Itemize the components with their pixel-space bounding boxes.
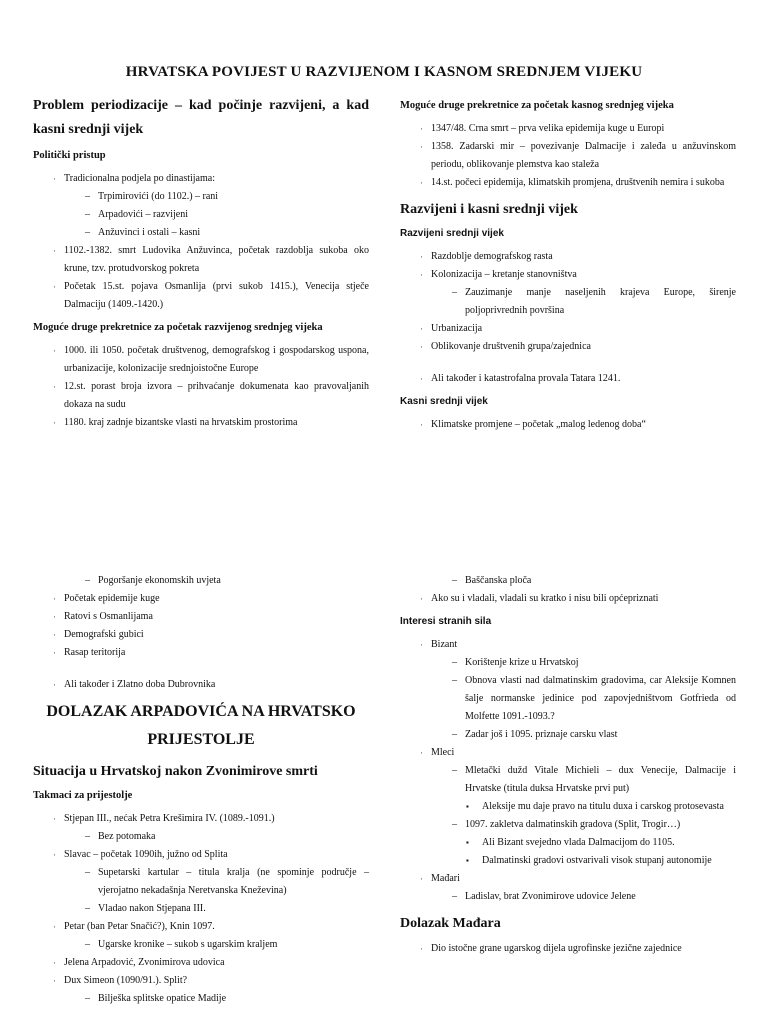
list-item: · Jelena Arpadović, Zvonimirova udovica [33,954,369,972]
list-subitem: – Obnova vlasti nad dalmatinskim gradovima, car Aleksije Komnen šalje normanske jedinice pod zapovjedništvom Gotfrieda od Molfette 1091.-1093.? [400,672,736,726]
list-subitem: – Vladao nakon Stjepana III. [33,900,369,918]
list-item: · Dio istočne grane ugarskog dijela ugrofinske jezične zajednice [400,940,736,958]
list-subitem: – Ugarske kronike – sukob s ugarskim kraljem [33,936,369,954]
list-subsubitem: ▪ Aleksije mu daje pravo na titulu duxa i carskog protosevasta [400,798,736,816]
list-item: · 1358. Zadarski mir – povezivanje Dalmacije i zaleđa u anžuvinskom periodu, oblikovanje plemstva kao staleža [400,138,736,174]
section-heading: Razvijeni i kasni srednji vijek [400,202,578,217]
list-subitem: – Zadar još i 1095. priznaje carsku vlast [400,726,736,744]
list-item: · Petar (ban Petar Snačić?), Knin 1097. [33,918,369,936]
list-subitem: – 1097. zakletva dalmatinskih gradova (Split, Trogir…) [400,816,736,834]
list-item: · Demografski gubici [33,626,369,644]
subheading-moguce-razvijenog: Moguće druge prekretnice za početak razvijenog srednjeg vijeka [33,322,323,333]
list-item: · Kolonizacija – kretanje stanovništva [400,266,736,284]
list-item: · 1000. ili 1050. početak društvenog, demografskog i gospodarskog uspona, urbanizacije, kolonizacije srednjoistočne Europe [33,342,369,378]
page-title: HRVATSKA POVIJEST U RAZVIJENOM I KASNOM SREDNJEM VIJEKU [125,64,643,80]
list-subitem: – Supetarski kartular – titula kralja (ne spominje područje – vjerojatno nekadašnja Neretvanska Kneževina) [33,864,369,900]
subheading-politicki: Politički pristup [33,150,106,161]
list-item: · Dux Simeon (1090/91.). Split? [33,972,369,990]
subheading-interesi: Interesi stranih sila [400,616,492,627]
list-item: · Ali također i Zlatno doba Dubrovnika [33,676,369,694]
list-subitem: – Pogoršanje ekonomskih uvjeta [33,572,369,590]
list-subitem: – Mletački dužd Vitale Michieli – dux Venecije, Dalmacije i Hrvatske (titula duksa Hrvatske prvi put) [400,762,736,798]
list-item: · Urbanizacija [400,320,736,338]
list-item: · Stjepan III., nećak Petra Krešimira IV. (1089.-1091.) [33,810,369,828]
list-item: · 1347/48. Crna smrt – prva velika epidemija kuge u Europi [400,120,736,138]
list-item: · Slavac – početak 1090ih, južno od Splita [33,846,369,864]
subheading-kasni: Kasni srednji vijek [400,396,488,407]
list-subitem: – Bez potomaka [33,828,369,846]
section-heading: Problem periodizacije – kad počinje razvijeni, a kad kasni srednji vijek [33,98,369,137]
list-subitem: – Zauzimanje manje naseljenih krajeva Europe, širenje poljoprivrednih površina [400,284,736,320]
list-item: · Ratovi s Osmanlijama [33,608,369,626]
section-heading: Situacija u Hrvatskoj nakon Zvonimirove smrti [33,764,318,779]
list-subsubitem: ▪ Ali Bizant svejedno vlada Dalmacijom do 1105. [400,834,736,852]
list-item: · Bizant [400,636,736,654]
bottom-right-column [400,572,736,958]
list-subitem: – Baščanska ploča [400,572,736,590]
list-item: · 14.st. počeci epidemija, klimatskih promjena, društvenih nemira i sukoba [400,174,736,192]
list-item: · Oblikovanje društvenih grupa/zajednica [400,338,736,356]
list-item: · Mađari [400,870,736,888]
bottom-left-column [33,572,369,1008]
subheading-moguce-kasnog: Moguće druge prekretnice za početak kasnog srednjeg vijeka [400,100,674,111]
list-item: · Početak epidemije kuge [33,590,369,608]
list-subitem: – Ladislav, brat Zvonimirove udovice Jelene [400,888,736,906]
section-heading: Dolazak Mađara [400,916,501,931]
subheading-takmaci: Takmaci za prijestolje [33,790,133,801]
list-subitem: – Korištenje krize u Hrvatskoj [400,654,736,672]
list-item: · Rasap teritorija [33,644,369,662]
list-item: · 1180. kraj zadnje bizantske vlasti na hrvatskim prostorima [33,414,369,432]
list-subitem: – Anžuvinci i ostali – kasni [33,224,369,242]
list-item: · Mleci [400,744,736,762]
list-item: · Početak 15.st. pojava Osmanlija (prvi sukob 1415.), Venecija stječe Dalmaciju (1409.-1420.) [33,278,369,314]
spacer [33,662,369,676]
list-subsubitem: ▪ Dalmatinski gradovi ostvarivali visok stupanj autonomije [400,852,736,870]
list-subitem: – Bilješka splitske opatice Madije [33,990,369,1008]
chapter-heading: DOLAZAK ARPADOVIĆA NA HRVATSKO PRIJESTOLJE [46,703,356,748]
list-item: · Ali također i katastrofalna provala Tatara 1241. [400,370,736,388]
top-left-column [33,92,369,432]
top-right-column [400,92,736,434]
subheading-razvijeni: Razvijeni srednji vijek [400,228,504,239]
list-subitem: – Trpimirovići (do 1102.) – rani [33,188,369,206]
list-item: · Ako su i vladali, vladali su kratko i nisu bili općepriznati [400,590,736,608]
list-subitem: – Arpadovići – razvijeni [33,206,369,224]
spacer [400,356,736,370]
list-item: · Razdoblje demografskog rasta [400,248,736,266]
list-item: · Klimatske promjene – početak „malog ledenog doba“ [400,416,736,434]
list-item: · 1102.-1382. smrt Ludovika Anžuvinca, početak razdoblja sukoba oko krune, tzv. protudvorskog pokreta [33,242,369,278]
list-item: · Tradicionalna podjela po dinastijama: [33,170,369,188]
list-item: · 12.st. porast broja izvora – prihvaćanje dokumenata kao pravovaljanih dokaza na sudu [33,378,369,414]
